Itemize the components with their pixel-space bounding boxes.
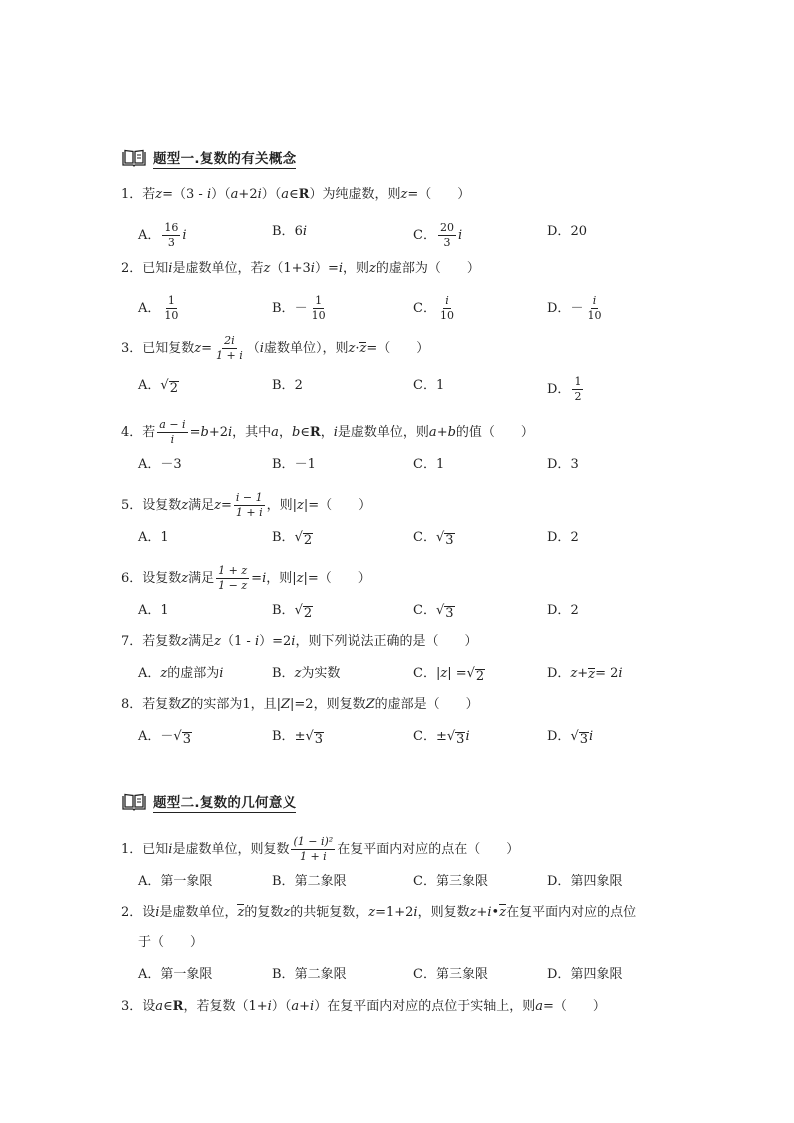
fraction: $\frac{2i}{1 + i}$ bbox=[216, 334, 243, 362]
question-1-7: 7．若复数z满足z（1 - i）=2i，则下列说法正确的是（ ） bbox=[121, 634, 478, 649]
option-c[interactable]: C． 1 bbox=[413, 457, 445, 472]
option-c[interactable]: C． 第三象限 bbox=[413, 874, 488, 889]
sqrt: √ 2 bbox=[294, 603, 313, 621]
sqrt: √ 3 bbox=[435, 603, 454, 621]
sqrt: √ 2 bbox=[294, 530, 313, 548]
sqrt: √ 3 bbox=[173, 729, 191, 747]
question-2-2: 2．设i是虚数单位，z的复数z的共轭复数，z=1+2i，则复数z+i•z在复平面内对应的点位 bbox=[121, 905, 637, 920]
question-1-1: 1．若z=（3 - i）（a+2i）（a∈R）为纯虚数，则z=（ ） bbox=[121, 187, 471, 202]
option-a[interactable]: A． z 的虚部为 i bbox=[138, 666, 224, 681]
question-1-2: 2．已知i是虚数单位，若z（1+3i）=i，则z的虚部为（ ） bbox=[121, 261, 480, 276]
option-a[interactable]: A． 1 bbox=[138, 603, 169, 618]
fraction: $\frac{1}{10}$ bbox=[164, 294, 179, 322]
option-b[interactable]: B． ± √ 3 bbox=[272, 729, 324, 747]
sqrt: √ 3 bbox=[446, 729, 465, 747]
fraction: $\frac{1 + z}{1 - z}$ bbox=[218, 564, 248, 592]
option-b[interactable]: B． 6 i bbox=[272, 224, 308, 239]
option-c[interactable]: C． ± √ 3 i bbox=[413, 729, 470, 747]
option-a[interactable]: A． －3 bbox=[138, 457, 182, 472]
option-b[interactable]: B． －1 bbox=[272, 457, 316, 472]
option-a[interactable]: A． 第一象限 bbox=[138, 967, 213, 982]
fraction: $\frac{\text{(1 − i)²}}{1 + i}$ bbox=[293, 835, 334, 863]
option-d[interactable]: D． 2 bbox=[547, 603, 579, 618]
option-d[interactable]: D． √ 3 i bbox=[547, 729, 594, 747]
fraction: $\frac{1}{2}$ bbox=[574, 375, 582, 403]
option-b[interactable]: B． 第二象限 bbox=[272, 874, 347, 889]
question-2-3: 3．设a∈R，若复数（1+i）（a+i）在复平面内对应的点位于实轴上，则a=（ ） bbox=[121, 999, 606, 1014]
option-a[interactable]: A． － √ 3 bbox=[138, 729, 191, 747]
question-1-3: 3．已知复数 z = $\frac{2i}{1 + i}$ （ i 虚数单位），则 z · z =（ ） bbox=[121, 334, 430, 362]
option-b[interactable]: B． － $\frac{1}{10}$ bbox=[272, 294, 326, 322]
question-1-4: 4．若 $\frac{a - i}{i}$ = b +2 i ，其中 a ， b ∈ R ， i 是虚数单位，则 a + b 的值（ ） bbox=[121, 418, 534, 446]
option-d[interactable]: D． 第四象限 bbox=[547, 874, 623, 889]
section-header-2 bbox=[121, 791, 296, 813]
option-c[interactable]: C． √ 3 bbox=[413, 530, 454, 548]
option-c[interactable]: C． $\frac{i}{10}$ bbox=[413, 294, 454, 322]
section-title: 题型二.复数的几何意义 bbox=[153, 791, 296, 813]
option-c[interactable]: C． 1 bbox=[413, 378, 445, 393]
option-d[interactable]: D． $\frac{1}{2}$ bbox=[547, 375, 582, 403]
section-header-1 bbox=[121, 147, 296, 169]
option-b[interactable]: B． √ 2 bbox=[272, 530, 313, 548]
option-a[interactable]: A． $\frac{1}{10}$ bbox=[138, 294, 179, 322]
option-c[interactable]: C． $\frac{20}{3}$ i bbox=[413, 221, 463, 249]
option-a[interactable]: A． 第一象限 bbox=[138, 874, 213, 889]
option-d[interactable]: D． 3 bbox=[547, 457, 579, 472]
fraction: $\frac{16}{3}$ bbox=[164, 221, 179, 249]
book-icon bbox=[121, 793, 147, 811]
question-1-8: 8．若复数Z的实部为1，且|Z|=2，则复数Z的虚部是（ ） bbox=[121, 697, 479, 712]
question-2-2-cont: 于（ ） bbox=[138, 935, 204, 950]
question-1-6: 6．设复数 z 满足 $\frac{1 + z}{1 - z}$ = i ，则| z |=（ ） bbox=[121, 564, 371, 592]
option-d[interactable]: D． 2 bbox=[547, 530, 579, 545]
fraction: $\frac{20}{3}$ bbox=[439, 221, 454, 249]
sqrt: √ 3 bbox=[435, 530, 454, 548]
option-b[interactable]: B． z 为实数 bbox=[272, 666, 341, 681]
fraction: $\frac{1}{10}$ bbox=[311, 294, 326, 322]
option-a[interactable]: A． 1 bbox=[138, 530, 169, 545]
option-c[interactable]: C． 第三象限 bbox=[413, 967, 488, 982]
sqrt: √ 2 bbox=[160, 378, 178, 396]
option-b[interactable]: B． √ 2 bbox=[272, 603, 313, 621]
fraction: $\frac{i}{10}$ bbox=[587, 294, 602, 322]
question-1-5: 5．设复数 z 满足 z = $\frac{i - 1}{1 + i}$ ，则| z |=（ ） bbox=[121, 491, 372, 519]
option-a[interactable]: A． $\frac{16}{3}$ i bbox=[138, 221, 187, 249]
sqrt: √ 3 bbox=[305, 729, 324, 747]
option-b[interactable]: B． 第二象限 bbox=[272, 967, 347, 982]
option-d[interactable]: D． － $\frac{i}{10}$ bbox=[547, 294, 602, 322]
option-d[interactable]: D． z + z = 2 i bbox=[547, 666, 623, 682]
option-a[interactable]: A． √ 2 bbox=[138, 378, 178, 396]
option-d[interactable]: D． 第四象限 bbox=[547, 967, 623, 982]
option-c[interactable]: C． | z | = √ 2 bbox=[413, 666, 485, 684]
fraction: $\frac{a - i}{i}$ bbox=[159, 418, 186, 446]
option-d[interactable]: D． 20 bbox=[547, 224, 587, 239]
section-title: 题型一.复数的有关概念 bbox=[153, 147, 296, 169]
option-b[interactable]: B． 2 bbox=[272, 378, 303, 393]
fraction: $\frac{i}{10}$ bbox=[439, 294, 454, 322]
book-icon bbox=[121, 149, 147, 167]
question-2-1: 1．已知 i 是虚数单位，则复数 $\frac{\text{(1 − i)²}}{1 + i}$ 在复平面内对应的点在（ ） bbox=[121, 835, 520, 863]
sqrt: √ 2 bbox=[466, 666, 485, 684]
option-c[interactable]: C． √ 3 bbox=[413, 603, 454, 621]
fraction: $\frac{i - 1}{1 + i}$ bbox=[235, 491, 263, 519]
sqrt: √ 3 bbox=[570, 729, 589, 747]
